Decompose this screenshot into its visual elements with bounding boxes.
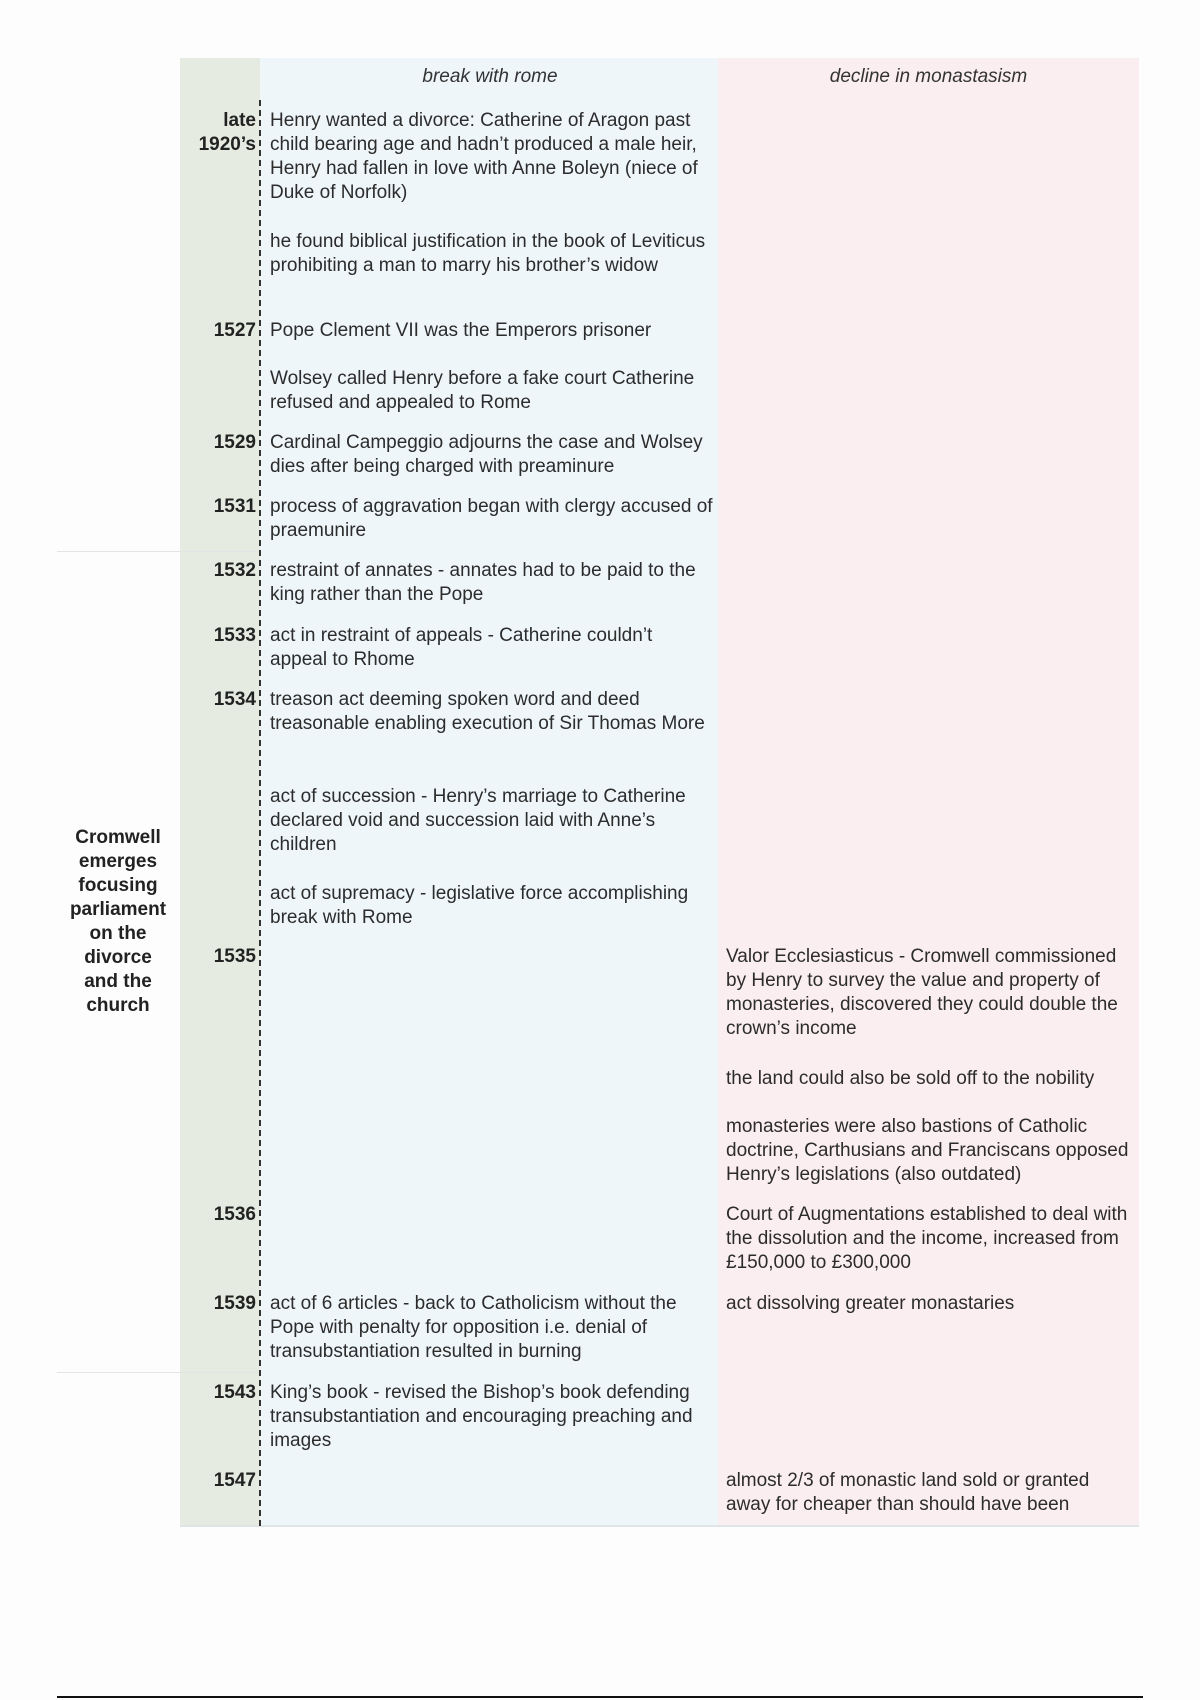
entry-bastions: monasteries were also bastions of Catholic doctrine, Carthusians and Franciscans opposed Henry’s legislations (also outdated) xyxy=(726,1116,1129,1185)
entry-greater-monasteries: act dissolving greater monastaries xyxy=(726,1293,1015,1314)
side-label-line: Cromwell xyxy=(75,827,161,848)
side-label-line: focusing xyxy=(78,875,158,896)
year-late-1920s xyxy=(180,109,256,157)
entry-aggravation: process of aggravation began with clergy accused of praemunire xyxy=(270,496,713,541)
entry-appeals: act in restraint of appeals - Catherine couldn’t appeal to Rhome xyxy=(270,625,653,670)
year-1527: 1527 xyxy=(213,320,256,341)
entry-six-articles: act of 6 articles - back to Catholicism without the Pope with penalty for opposition i.e. denial of transubstantiation resulted in burning xyxy=(270,1293,677,1362)
year-line: 1920’s xyxy=(198,134,256,155)
year-1547: 1547 xyxy=(213,1470,256,1491)
side-label-line: on the xyxy=(89,923,147,944)
entry-succession: act of succession - Henry’s marriage to Catherine declared void and succession laid with Anne’s children xyxy=(270,786,686,855)
side-label-line: and the xyxy=(84,971,152,992)
entry-clement: Pope Clement VII was the Emperors prisoner xyxy=(270,320,652,341)
entry-fake-court: Wolsey called Henry before a fake court Catherine refused and appealed to Rome xyxy=(270,368,695,413)
period-separator xyxy=(57,551,259,552)
side-label-line: parliament xyxy=(69,899,167,920)
entry-campeggio: Cardinal Campeggio adjourns the case and Wolsey dies after being charged with preaminure xyxy=(270,432,703,477)
side-label-cromwell xyxy=(57,826,179,1018)
period-separator xyxy=(57,1372,259,1373)
entry-leviticus: he found biblical justification in the book of Leviticus prohibiting a man to marry his brother’s widow xyxy=(270,231,706,276)
year-1539: 1539 xyxy=(213,1293,256,1314)
column-header-rome: break with rome xyxy=(422,66,558,87)
entry-valor: Valor Ecclesiasticus - Cromwell commissioned by Henry to survey the value and property of monasteries, discovered they could double the crown’s income xyxy=(726,946,1118,1039)
side-label-line: emerges xyxy=(78,851,158,872)
timeline-dashed-line xyxy=(259,100,261,1526)
year-1532: 1532 xyxy=(213,560,256,581)
entry-treason: treason act deeming spoken word and deed treasonable enabling execution of Sir Thomas More xyxy=(270,689,705,734)
side-label-line: divorce xyxy=(84,947,152,968)
year-1535: 1535 xyxy=(213,946,256,967)
entry-divorce: Henry wanted a divorce: Catherine of Aragon past child bearing age and hadn’t produced a male heir, Henry had fallen in love with Anne Boleyn (niece of Duke of Norfolk) xyxy=(270,110,698,203)
year-1529: 1529 xyxy=(213,432,256,453)
side-label-line: church xyxy=(86,995,150,1016)
year-1543: 1543 xyxy=(213,1382,256,1403)
entry-land-sold: the land could also be sold off to the nobility xyxy=(726,1068,1095,1089)
entry-augmentations: Court of Augmentations established to deal with the dissolution and the income, increased from £150,000 to £300,000 xyxy=(726,1204,1128,1273)
entry-two-thirds: almost 2/3 of monastic land sold or granted away for cheaper than should have been xyxy=(726,1470,1090,1515)
year-1534: 1534 xyxy=(213,689,256,710)
year-1536: 1536 xyxy=(213,1204,256,1225)
entry-supremacy: act of supremacy - legislative force accomplishing break with Rome xyxy=(270,883,689,928)
year-1533: 1533 xyxy=(213,625,256,646)
year-line: late xyxy=(223,110,256,131)
column-header-monasticism: decline in monastasism xyxy=(829,66,1028,87)
entry-kings-book: King’s book - revised the Bishop’s book defending transubstantiation and encouraging preaching and images xyxy=(270,1382,693,1451)
entry-annates: restraint of annates - annates had to be paid to the king rather than the Pope xyxy=(270,560,696,605)
table-bottom-edge xyxy=(180,1525,1139,1527)
footer-line xyxy=(57,1696,1143,1698)
year-1531: 1531 xyxy=(213,496,256,517)
